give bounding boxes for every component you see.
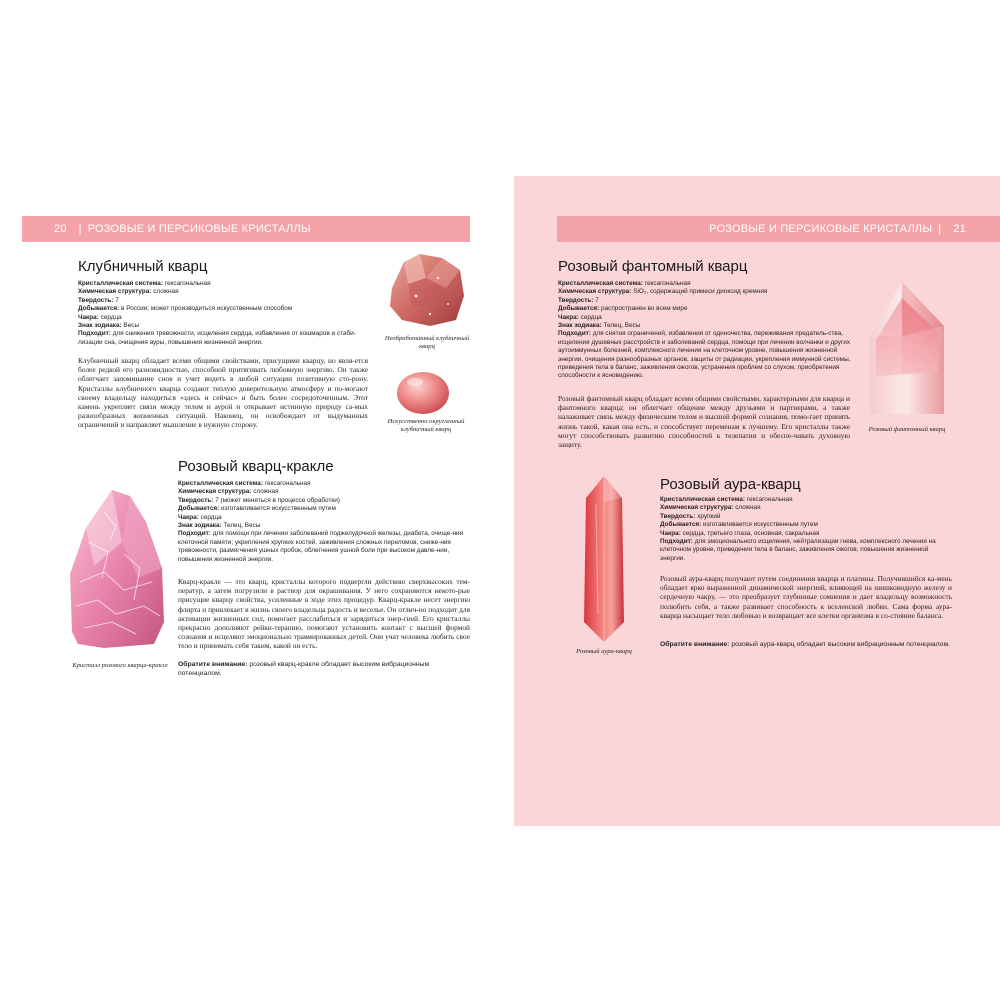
right-running-head bbox=[557, 216, 1000, 242]
phantom-props bbox=[558, 280, 858, 381]
prop-row: Чакра: сердца, третьего глаза, основная, сакральная bbox=[660, 529, 820, 537]
prop-row: Добывается: изготавливается искусственным путем bbox=[660, 521, 818, 529]
prop-row: Подходит: для эмоционального исцеления, нейтрализации гнева, комплексного лечения на клеточном уровне, приведения тела в баланс, заживления ожогов, повышения жизненной энергии. bbox=[660, 538, 936, 562]
prop-row: Чакра: сердца bbox=[558, 313, 602, 321]
separator: | bbox=[938, 223, 942, 235]
phantom-body: Розовый фантомный кварц обладает всеми общими свойствами, характерными для кварца и фантомного кварца; он облегчает общение между друзьями и партнерами, а также налаживает связь между физическим телом и высшей формой сознания, помо-гает принять жизнь такой, какая она есть, и способствует переменам к лучшему. Его кристаллы также могут способствовать развитию способностей к телепатии и обеспе-чивать духовную защиту. bbox=[558, 394, 850, 450]
prop-row: Знак зодиака: Телец, Весы bbox=[558, 322, 641, 330]
caption-aura-quartz: Розовый аура-кварц bbox=[576, 648, 632, 655]
prop-row: Подходит: для снижения тревожности, исцеления сердца, избавления от кошмаров и стаби-лизации сна, очищения ауры, повышения жизненной энергии. bbox=[78, 330, 356, 346]
caption-crackle-quartz: Кристалл розового кварца-кракле bbox=[72, 662, 168, 669]
note-text: розовый кварц-кракле обладает высоким вибрационным потенциалом. bbox=[178, 661, 430, 677]
section-title-aura-quartz: Розовый аура-кварц bbox=[660, 476, 801, 493]
running-head-title: РОЗОВЫЕ И ПЕРСИКОВЫЕ КРИСТАЛЛЫ bbox=[87, 223, 311, 235]
prop-row: Чакра: сердца bbox=[78, 313, 122, 321]
crackle-body: Кварц-кракле — это кварц, кристаллы которого подвергли действию сверхвысоких тем-ператур, а затем погрузили в раствор для окрашивания. У него сохраняются некото-рые присущие кварцу свойства, усиленные в ходе этих процедур. Кварц-кракле несет энергию флирта и привлекает в жизнь своего владельца радость и веселье. Он отлич-но подходит для активации жизненных сил, помогает расслабиться и зарядиться энер-гией. Его кристаллы прекрасно дополняют рейки-терапию, помогают установить контакт с высшей формой сознания и исцеляют эмоционально травмированных детей. Они учат человека любить свое тело и принимать себя таким, какой он есть. bbox=[178, 577, 470, 651]
prop-row: Подходит: для помощи при лечении заболеваний поджелудочной железы, диабета, очище-ния клеточной памяти; укрепления хрупких костей, заживления сложных переломов, сниже-ния тревожности, размягчения ушных пробок, облегчения ушной боли при высоком давле-нии, повышения жизненной энергии. bbox=[178, 530, 464, 563]
caption-raw-strawberry-quartz: Необработанный клубничный кварц bbox=[384, 335, 470, 351]
crackle-props bbox=[178, 480, 470, 564]
note-text: розовый аура-кварц обладает высоким вибрационным потенциалом. bbox=[729, 641, 951, 648]
section-title-crackle-quartz: Розовый кварц-кракле bbox=[178, 458, 334, 475]
page-number-left: 20 bbox=[54, 223, 67, 235]
section-title-strawberry-quartz: Клубничный кварц bbox=[78, 258, 208, 275]
aura-body: Розовый аура-кварц получают путем соединения кварца и платины. Получившийся ка-мень обладает ярко выраженной динамической энергией, влияющей на шишковидную железу и сердечную чакру, — это преобразует глубинные сомнения и дает владельцу возможность полюбить себя, а также развивает способность к вселенской любви. Сама форма аура-кварца насыщает тело любовью и возвращает все клетки организма в со-стояние баланса. bbox=[660, 574, 952, 620]
prop-row: Кристаллическая система: гексагональная bbox=[558, 280, 691, 287]
prop-row: Добывается: изготавливается искусственным путем bbox=[178, 505, 336, 513]
raw-strawberry-quartz-image bbox=[386, 248, 468, 330]
prop-row: Кристаллическая система: гексагональная bbox=[178, 480, 311, 487]
left-running-head bbox=[22, 216, 470, 242]
phantom-quartz-image bbox=[862, 276, 952, 422]
prop-row: Твердость: хрупкий bbox=[660, 512, 721, 520]
prop-row: Химическая структура: SiO₂, содержащий примеси диоксид кремния bbox=[558, 288, 768, 296]
prop-row: Твердость: 7 bbox=[558, 296, 599, 304]
prop-row: Знак зодиака: Телец, Весы bbox=[178, 522, 261, 530]
note-label: Обратите внимание: bbox=[660, 641, 730, 648]
page-number-right: 21 bbox=[953, 223, 966, 235]
prop-row: Химическая структура: сложная bbox=[78, 288, 179, 296]
note-label: Обратите внимание: bbox=[178, 661, 248, 668]
prop-row: Кристаллическая система: гексагональная bbox=[78, 280, 211, 287]
prop-row: Знак зодиака: Весы bbox=[78, 322, 140, 330]
strawberry-props bbox=[78, 280, 378, 347]
separator: | bbox=[78, 223, 82, 235]
prop-row: Подходит: для снятия ограничений, избавления от одиночества, переживания предатель-ства, исцеления душевных расстройств и заболеваний сердца, помощи при лечении волчанки и других аутоиммунных болезней, комплексного лечения на клеточном уровне, повышения жизненной энергии, очищения разнообразных органов, защиты от радиации, укрепления иммунной системы, приведения тела в баланс, заживления ожогов, устранения проблем со слухом, приобретения способности к ясновидению. bbox=[558, 330, 851, 380]
section-title-phantom-quartz: Розовый фантомный кварц bbox=[558, 258, 748, 275]
crackle-quartz-image bbox=[64, 482, 174, 652]
strawberry-body: Клубничный кварц обладает всеми общими свойствами, присущими кварцу, но явля-ется более редкой его разновидностью, способной притягивать любовную энергию. Он также облегчает запоминание снов и учит видеть в любой ситуации позитивную сто-рону. Кристаллы клубничного кварца создают теплую доверительную атмосферу и по-могают своему владельцу находиться «здесь и сейчас» и быть более сосредоточенным. Этот камень укрепляет связи между телом и аурой и открывает истинную природу са-мых разнообразных жизненных ситуаций. Наконец, он освобождает от выдуманных ограничений и направляет мышление в нужную сторону. bbox=[78, 356, 368, 430]
crackle-note bbox=[178, 660, 470, 678]
prop-row: Химическая структура: сложная bbox=[660, 504, 761, 512]
aura-props bbox=[660, 496, 952, 563]
caption-tumbled-strawberry-quartz: Искусственно округленный клубничный кварц bbox=[387, 418, 465, 434]
running-head-title: РОЗОВЫЕ И ПЕРСИКОВЫЕ КРИСТАЛЛЫ bbox=[709, 223, 933, 235]
prop-row: Твердость: 7 bbox=[78, 296, 119, 304]
prop-row: Твердость: 7 (может меняться в процессе обработки) bbox=[178, 496, 340, 504]
caption-phantom-quartz: Розовый фантомный кварц bbox=[868, 426, 946, 433]
prop-row: Добывается: распространен во всем мире bbox=[558, 305, 688, 313]
aura-note bbox=[660, 640, 952, 649]
aura-quartz-image bbox=[578, 474, 630, 644]
prop-row: Чакра: сердца bbox=[178, 513, 222, 521]
tumbled-strawberry-quartz-image bbox=[395, 368, 451, 416]
prop-row: Химическая структура: сложная bbox=[178, 488, 279, 496]
prop-row: Кристаллическая система: гексагональная bbox=[660, 496, 793, 503]
prop-row: Добывается: в России; может производиться искусственным способом bbox=[78, 305, 293, 313]
